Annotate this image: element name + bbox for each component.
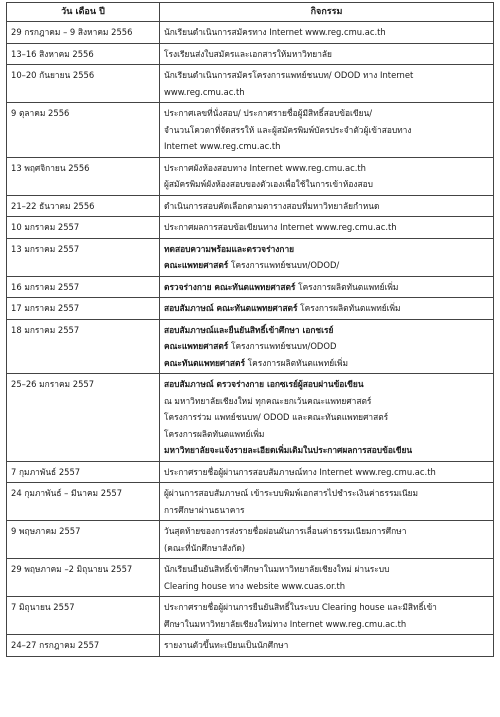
activity-text: ประกาศเลขที่นั่งสอบ/ ประกาศรายชื่อผู้มีสิทธิ์สอบข้อเขียน/ bbox=[164, 108, 373, 118]
activity-text: วันสุดท้ายของการส่งรายชื่อผ่อนผันการเลื่อนค่าธรรมเนียมการศึกษา bbox=[164, 526, 407, 536]
activity-line bbox=[164, 105, 489, 122]
row-activity bbox=[160, 319, 494, 374]
row-activity bbox=[160, 521, 494, 559]
activity-text: www.reg.cmu.ac.th bbox=[164, 86, 245, 97]
row-date: 17 มกราคม 2557 bbox=[7, 298, 160, 320]
schedule-table bbox=[6, 2, 494, 657]
activity-text-bold: ตรวจร่างกาย คณะทันตแพทยศาสตร์ bbox=[164, 281, 296, 292]
row-activity bbox=[160, 461, 494, 483]
activity-text-bold: มหาวิทยาลัยจะแจ้งรายละเอียดเพิ่มเติมในประกาศผลการสอบข้อเขียน bbox=[164, 445, 413, 455]
activity-line bbox=[164, 523, 489, 540]
table-row bbox=[7, 635, 494, 657]
row-activity bbox=[160, 65, 494, 103]
activity-line bbox=[164, 578, 489, 595]
row-activity bbox=[160, 238, 494, 276]
activity-text: โครงการผลิตทันตแพทย์เพิ่ม bbox=[244, 357, 349, 368]
row-date: 18 มกราคม 2557 bbox=[7, 319, 160, 374]
activity-text: โครงการผลิตทันตแพทย์เพิ่ม bbox=[295, 281, 399, 292]
table-row bbox=[7, 483, 494, 521]
row-date: 9 ตุลาคม 2556 bbox=[7, 103, 160, 158]
activity-line bbox=[164, 67, 489, 84]
activity-line bbox=[164, 338, 489, 355]
activity-text: ณ มหาวิทยาลัยเชียงใหม่ ทุกคณะยกเว้นคณะแพทยศาสตร์ bbox=[164, 395, 372, 406]
schedule-rows bbox=[7, 22, 494, 657]
row-activity bbox=[160, 374, 494, 462]
activity-text: โครงการผลิตทันตแพทย์เพิ่ม bbox=[297, 303, 401, 313]
row-activity bbox=[160, 22, 494, 44]
row-date: 24 กุมภาพันธ์ – มีนาคม 2557 bbox=[7, 483, 160, 521]
row-activity bbox=[160, 298, 494, 320]
row-date: 10–20 กันยายน 2556 bbox=[7, 65, 160, 103]
activity-line bbox=[164, 138, 489, 155]
table-row bbox=[7, 157, 494, 195]
table-row bbox=[7, 276, 494, 298]
activity-text: โครงการร่วม แพทย์ชนบท/ ODOD และคณะทันตแพทยศาสตร์ bbox=[164, 412, 389, 422]
activity-line bbox=[164, 257, 489, 274]
row-date: 10 มกราคม 2557 bbox=[7, 217, 160, 239]
activity-text: ผู้ผ่านการสอบสัมภาษณ์ เข้าระบบพิมพ์เอกสารไปชำระเงินค่าธรรมเนียม bbox=[164, 488, 419, 498]
activity-text: การศึกษาผ่านธนาคาร bbox=[164, 504, 245, 515]
activity-line bbox=[164, 219, 489, 236]
table-row bbox=[7, 521, 494, 559]
activity-text-bold: สอบสัมภาษณ์ ตรวจร่างกาย เอกซเรย์ผู้สอบผ่านข้อเขียน bbox=[164, 379, 364, 389]
activity-text-bold: สอบสัมภาษณ์และยืนยันสิทธิ์เข้าศึกษา เอกชเรย์ bbox=[164, 324, 334, 335]
activity-text: นักเรียนดำเนินการสมัครทาง Internet www.reg.cmu.ac.th bbox=[164, 27, 386, 37]
activity-line bbox=[164, 616, 489, 633]
row-activity bbox=[160, 157, 494, 195]
row-date: 9 พฤษภาคม 2557 bbox=[7, 521, 160, 559]
activity-text: นักเรียนดำเนินการสมัครโครงการแพทย์ชนบท/ ODOD ทาง Internet bbox=[164, 70, 414, 80]
activity-line bbox=[164, 637, 489, 654]
activity-line bbox=[164, 122, 489, 139]
activity-line bbox=[164, 442, 489, 459]
activity-text: ประกาศรายชื่อผู้ผ่านการยืนยันสิทธิ์ในระบบ Clearing house และมีสิทธิ์เข้า bbox=[164, 602, 437, 612]
activity-line bbox=[164, 241, 489, 258]
activity-text-bold: คณะทันตแพทยศาสตร์ bbox=[164, 357, 245, 368]
activity-line bbox=[164, 561, 489, 578]
activity-text: โครงการผลิตทันตแพทย์เพิ่ม bbox=[164, 428, 265, 439]
table-row bbox=[7, 319, 494, 374]
activity-line bbox=[164, 464, 489, 481]
row-activity bbox=[160, 103, 494, 158]
activity-text: โรงเรียนส่งใบสมัครและเอกสารให้มหาวิทยาลัย bbox=[164, 48, 332, 59]
activity-line bbox=[164, 409, 489, 426]
table-row bbox=[7, 238, 494, 276]
activity-text-bold: สอบสัมภาษณ์ คณะทันตแพทยศาสตร์ bbox=[164, 303, 298, 313]
activity-line bbox=[164, 393, 489, 410]
activity-line bbox=[164, 540, 489, 557]
activity-line bbox=[164, 46, 489, 63]
activity-text: ประกาศผังห้องสอบทาง Internet www.reg.cmu.ac.th bbox=[164, 162, 366, 173]
activity-text: รายงานตัวขึ้นทะเบียนเป็นนักศึกษา bbox=[164, 640, 289, 650]
table-row bbox=[7, 597, 494, 635]
row-activity bbox=[160, 483, 494, 521]
row-date: 29 กรกฎาคม – 9 สิงหาคม 2556 bbox=[7, 22, 160, 44]
activity-text: ศึกษาในมหาวิทยาลัยเชียงใหม่ทาง Internet www.reg.cmu.ac.th bbox=[164, 618, 407, 629]
activity-text: นักเรียนยืนยันสิทธิ์เข้าศึกษาในมหาวิทยาลัยเชียงใหม่ ผ่านระบบ bbox=[164, 564, 390, 574]
activity-text: ประกาศรายชื่อผู้ผ่านการสอบสัมภาษณ์ทาง Internet www.reg.cmu.ac.th bbox=[164, 466, 436, 477]
activity-text: จำนวนโควตาที่จัดสรรให้ และผู้สมัครพิมพ์บัตรประจำตัวผู้เข้าสอบทาง bbox=[164, 124, 412, 135]
activity-text: ดำเนินการสอบคัดเลือกตามตารางสอบที่มหาวิทยาลัยกำหนด bbox=[164, 200, 380, 211]
activity-line bbox=[164, 176, 489, 193]
activity-line bbox=[164, 599, 489, 616]
activity-text: โครงการแพทย์ชนบท/ODOD bbox=[228, 341, 337, 351]
header-row bbox=[7, 3, 494, 22]
activity-text-bold: ทดสอบความพร้อมและตรวจร่างกาย bbox=[164, 243, 295, 254]
activity-line bbox=[164, 198, 489, 215]
activity-line bbox=[164, 300, 489, 317]
row-date: 13–16 สิงหาคม 2556 bbox=[7, 43, 160, 65]
table-row bbox=[7, 43, 494, 65]
row-activity bbox=[160, 217, 494, 239]
table-row bbox=[7, 298, 494, 320]
activity-line bbox=[164, 485, 489, 502]
table-row bbox=[7, 195, 494, 217]
row-activity bbox=[160, 597, 494, 635]
activity-line bbox=[164, 355, 489, 372]
row-date: 13 พฤศจิกายน 2556 bbox=[7, 157, 160, 195]
activity-line bbox=[164, 279, 489, 296]
row-date: 29 พฤษภาคม –2 มิถุนายน 2557 bbox=[7, 559, 160, 597]
activity-line bbox=[164, 322, 489, 339]
row-activity bbox=[160, 43, 494, 65]
activity-line bbox=[164, 376, 489, 393]
activity-text: Clearing house ทาง website www.cuas.or.th bbox=[164, 580, 346, 591]
date-column-header: วัน เดือน ปี bbox=[7, 3, 160, 22]
table-row bbox=[7, 22, 494, 44]
table-row bbox=[7, 65, 494, 103]
activity-column-header: กิจกรรม bbox=[160, 3, 494, 22]
row-activity bbox=[160, 559, 494, 597]
row-activity bbox=[160, 195, 494, 217]
row-activity bbox=[160, 276, 494, 298]
table-row bbox=[7, 374, 494, 462]
table-row bbox=[7, 217, 494, 239]
table-row bbox=[7, 103, 494, 158]
activity-line bbox=[164, 502, 489, 519]
activity-text: Internet www.reg.cmu.ac.th bbox=[164, 141, 281, 151]
activity-text: โครงการแพทย์ชนบท/ODOD/ bbox=[228, 260, 340, 270]
activity-text-bold: คณะแพทยศาสตร์ bbox=[164, 260, 229, 270]
row-date: 16 มกราคม 2557 bbox=[7, 276, 160, 298]
table-row bbox=[7, 559, 494, 597]
table-row bbox=[7, 461, 494, 483]
activity-line bbox=[164, 160, 489, 177]
activity-text: ประกาศผลการสอบข้อเขียนทาง Internet www.reg.cmu.ac.th bbox=[164, 222, 397, 232]
row-date: 7 มิถุนายน 2557 bbox=[7, 597, 160, 635]
activity-line bbox=[164, 24, 489, 41]
row-activity bbox=[160, 635, 494, 657]
row-date: 24–27 กรกฎาคม 2557 bbox=[7, 635, 160, 657]
row-date: 21–22 ธันวาคม 2556 bbox=[7, 195, 160, 217]
activity-text: ผู้สมัครพิมพ์ผังห้องสอบของตัวเองเพื่อใช้ในการเข้าห้องสอบ bbox=[164, 179, 373, 189]
row-date: 25–26 มกราคม 2557 bbox=[7, 374, 160, 462]
activity-text: (คณะที่นักศึกษาสังกัด) bbox=[164, 542, 246, 553]
activity-line bbox=[164, 426, 489, 443]
row-date: 7 กุมภาพันธ์ 2557 bbox=[7, 461, 160, 483]
activity-text-bold: คณะแพทยศาสตร์ bbox=[164, 341, 229, 351]
row-date: 13 มกราคม 2557 bbox=[7, 238, 160, 276]
activity-line bbox=[164, 84, 489, 101]
